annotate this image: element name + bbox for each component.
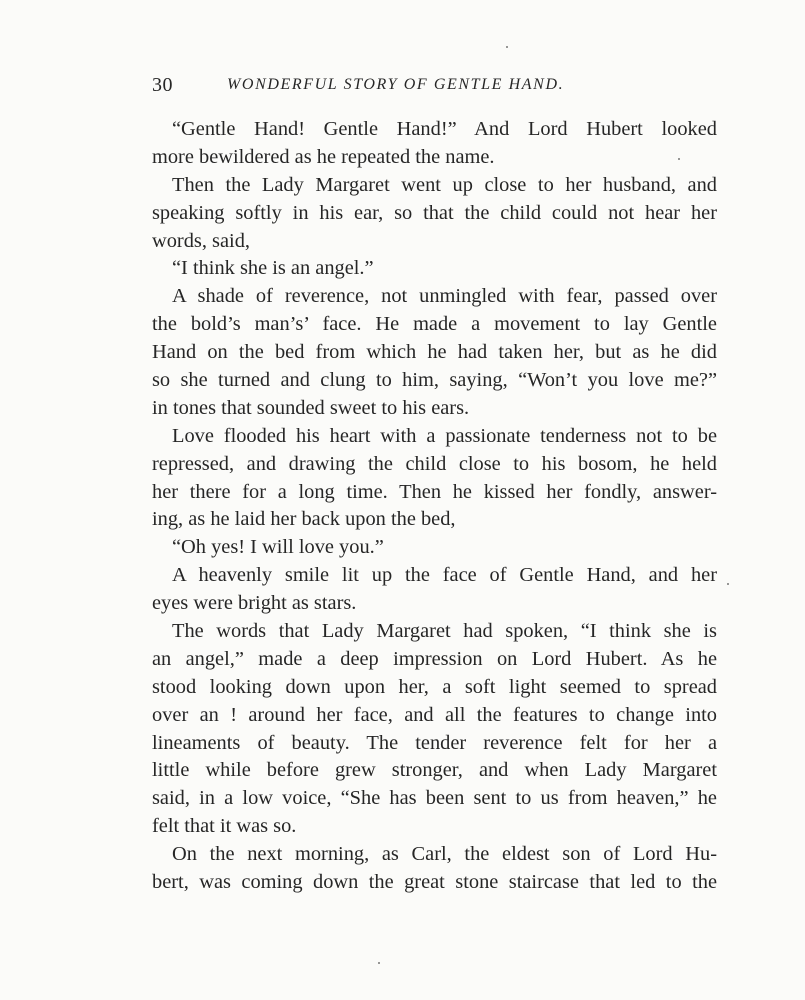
text-line: Hand on the bed from which he had taken her, but as he did (152, 341, 717, 364)
text-line: “Oh yes! I will love you.” (172, 536, 384, 559)
text-line: stood looking down upon her, a soft light seemed to spread (152, 675, 717, 698)
scan-speck (378, 962, 380, 964)
text-line: felt that it was so. (152, 815, 297, 838)
text-line: A shade of reverence, not unmingled with fear, passed over (172, 285, 717, 308)
text-line: Love flooded his heart with a passionate tenderness not to be (172, 424, 717, 447)
page-number: 30 (152, 74, 173, 96)
scan-speck (506, 46, 508, 48)
text-line: said, in a low voice, “She has been sent to us from heaven,” he (152, 787, 717, 810)
text-line: over an ! around her face, and all the features to change into (152, 703, 717, 726)
body-text (152, 116, 717, 897)
text-line: her there for a long time. Then he kissed her fondly, answer- (152, 480, 717, 503)
text-line: ing, as he laid her back upon the bed, (152, 508, 456, 531)
text-line: A heavenly smile lit up the face of Gentle Hand, and her (172, 564, 717, 587)
text-line: the bold’s man’s’ face. He made a movement to lay Gentle (152, 313, 717, 336)
text-line: more bewildered as he repeated the name. (152, 145, 495, 168)
text-line: in tones that sounded sweet to his ears. (152, 396, 470, 419)
text-line: “I think she is an angel.” (172, 257, 374, 280)
text-line: so she turned and clung to him, saying, “Won’t you love me?” (152, 369, 717, 392)
text-line: repressed, and drawing the child close to his bosom, he held (152, 452, 717, 475)
running-title: WONDERFUL STORY OF GENTLE HAND. (227, 76, 565, 93)
text-line: an angel,” made a deep impression on Lord Hubert. As he (152, 647, 717, 670)
scan-speck (727, 583, 729, 585)
text-line: speaking softly in his ear, so that the child could not hear her (152, 201, 717, 224)
text-line: words, said, (152, 229, 250, 252)
scan-speck (678, 158, 680, 160)
page-header (152, 74, 722, 98)
text-line: The words that Lady Margaret had spoken, “I think she is (172, 620, 717, 643)
text-line: On the next morning, as Carl, the eldest son of Lord Hu- (172, 843, 717, 866)
text-line: eyes were bright as stars. (152, 592, 357, 615)
text-line: little while before grew stronger, and when Lady Margaret (152, 759, 717, 782)
text-line: lineaments of beauty. The tender reverence felt for her a (152, 731, 717, 754)
text-line: bert, was coming down the great stone staircase that led to the (152, 871, 717, 894)
text-line: “Gentle Hand! Gentle Hand!” And Lord Hubert looked (172, 118, 717, 140)
text-line: Then the Lady Margaret went up close to her husband, and (172, 173, 717, 196)
